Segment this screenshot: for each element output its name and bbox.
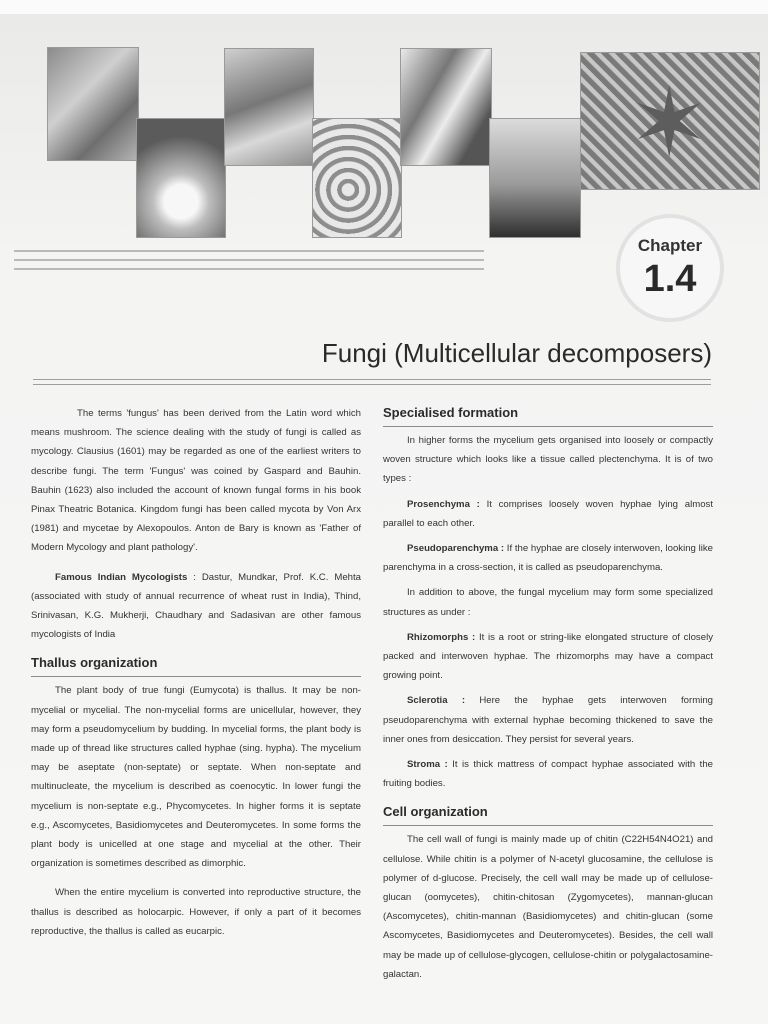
cell-paragraph: The cell wall of fungi is mainly made up of chitin (C22H54N4O21) and cellulose. While chitin is a polymer of N-acetyl glucosamine, the cellulose is polymer of d-glucose. Precisely, the cell wall may be made up of cellulose-glucan (oomycetes), chitin-chitosan (Zygomycetes), mannan-glucan (Ascomycetes), chitin-mannan (Basidiomycetes) and chitin-glucan (some Ascomycetes, Basidiomycetes and Deuteromycetes). Besides, the cell wall may be made up of cellulose-glycogen, cellulose-chitin or polygalactosamine-galactan. [383, 834, 713, 980]
photo-lab-scientist [47, 47, 139, 161]
pseudoparenchyma-text: If the hyphae are closely interwoven, looking like parenchyma in a cross-section, it is called as pseudoparenchyma. [383, 543, 713, 574]
right-column [383, 404, 713, 984]
prosenchyma-label: Prosenchyma : [407, 498, 480, 510]
intro-paragraph: The terms 'fungus' has been derived from the Latin word which means mushroom. The science dealing with the study of fungi is called as mycology. Clausius (1601) may be regarded as one of the earliest writers to describe fungi. The term 'Fungus' was coined by Gaspard and Bauhin. Bauhin (1623) also included the account of known fungal forms in his book Pinax Theatric Botanica. Kingdom fungi has been called mycota by Von Arx (1981) and mycetae by Alexopoulos. Anton de Bary is known as 'Father of Modern Mycology and plant pathology'. [31, 408, 361, 554]
pseudoparenchyma-label: Pseudoparenchyma : [407, 543, 505, 555]
starfish-icon: ✶ [629, 67, 710, 179]
title-rule [33, 379, 711, 380]
sclerotia-text: Here the hyphae gets interwoven forming pseudoparenchyma with external hyphae becoming thickened to save the inner ones from desiccation. They persist for several years. [383, 695, 713, 745]
pseudoparenchyma-paragraph [383, 539, 713, 577]
decorative-rule [14, 250, 484, 252]
photo-dandelion [136, 118, 226, 238]
thallus-paragraph: The plant body of true fungi (Eumycota) is thallus. It may be non-mycelial or mycelial. The non-mycelial forms are unicellular, however, they may form a pseudomycelium by budding. In mycelial forms, the plant body is made up of thread like structures called hyphae (sing. hypha). The mycelium may be aseptate (non-septate) or septate. When non-septate and multinucleate, the mycelium is described as coenocytic. In lower fungi the mycelium is non-septate e.g., Phycomycetes. In higher forms it is septate e.g., Ascomycetes, Basidiomycetes and Deuteromycetes. In some forms the plant body is unicelled at one stage and mycelial at the other. Their organization is sometimes described as dimorphic. [31, 685, 361, 870]
left-column [31, 404, 361, 941]
chapter-number: 1.4 [643, 258, 697, 300]
decorative-rule [14, 259, 484, 261]
rhizomorphs-text: It is a root or string-like elongated structure of closely packed and interwoven hyphae. The rhizomorphs may have a compact growing point. [383, 631, 713, 682]
photo-butterfly [400, 48, 492, 166]
photo-dna-helix [224, 48, 314, 166]
photo-sea-anemone [312, 118, 402, 238]
sclerotia-paragraph [383, 691, 713, 749]
page-title: Fungi (Multicellular decomposers) [321, 338, 712, 368]
photo-starfish [580, 52, 760, 190]
rhizomorphs-paragraph [383, 628, 713, 686]
cell-heading: Cell organization [383, 803, 713, 826]
prosenchyma-paragraph [383, 495, 713, 533]
specialised-intro: In higher forms the mycelium gets organised into loosely or compactly woven structure which looks like a tissue called plectenchyma. It is of two types : [383, 435, 713, 485]
thallus-paragraph-2: When the entire mycelium is converted into reproductive structure, the thallus is described as holocarpic. However, if only a part of it becomes reproductive, the thallus is called as eucarpic. [31, 887, 361, 937]
top-margin [0, 0, 768, 14]
stroma-label: Stroma : [407, 759, 448, 771]
thallus-heading: Thallus organization [31, 654, 361, 677]
title-rule [33, 384, 711, 385]
rhizomorphs-label: Rhizomorphs : [407, 631, 476, 643]
specialised-heading: Specialised formation [383, 404, 713, 427]
sclerotia-label: Sclerotia : [407, 695, 466, 707]
chapter-label: Chapter [637, 236, 703, 255]
prosenchyma-text: It comprises loosely woven hyphae lying almost parallel to each other. [383, 498, 713, 529]
mycologists-label: Famous Indian Mycologists [55, 571, 188, 583]
addition-paragraph: In addition to above, the fungal mycelium may form some specialized structures as under : [383, 587, 713, 618]
mycologists-text: : Dastur, Mundkar, Prof. K.C. Mehta (associated with study of annual recurrence of wheat rust in India), Thind, Srinivasan, K.G. Mukherji, Chaudhary and Sadasivan are other famous mycologists of India [31, 571, 361, 641]
stroma-text: It is thick mattress of compact hyphae associated with the fruiting bodies. [383, 759, 713, 790]
photo-greenhouse [489, 118, 581, 238]
decorative-rule [14, 268, 484, 270]
stroma-paragraph [383, 755, 713, 793]
mycologists-paragraph [31, 568, 361, 645]
chapter-badge [616, 214, 724, 322]
